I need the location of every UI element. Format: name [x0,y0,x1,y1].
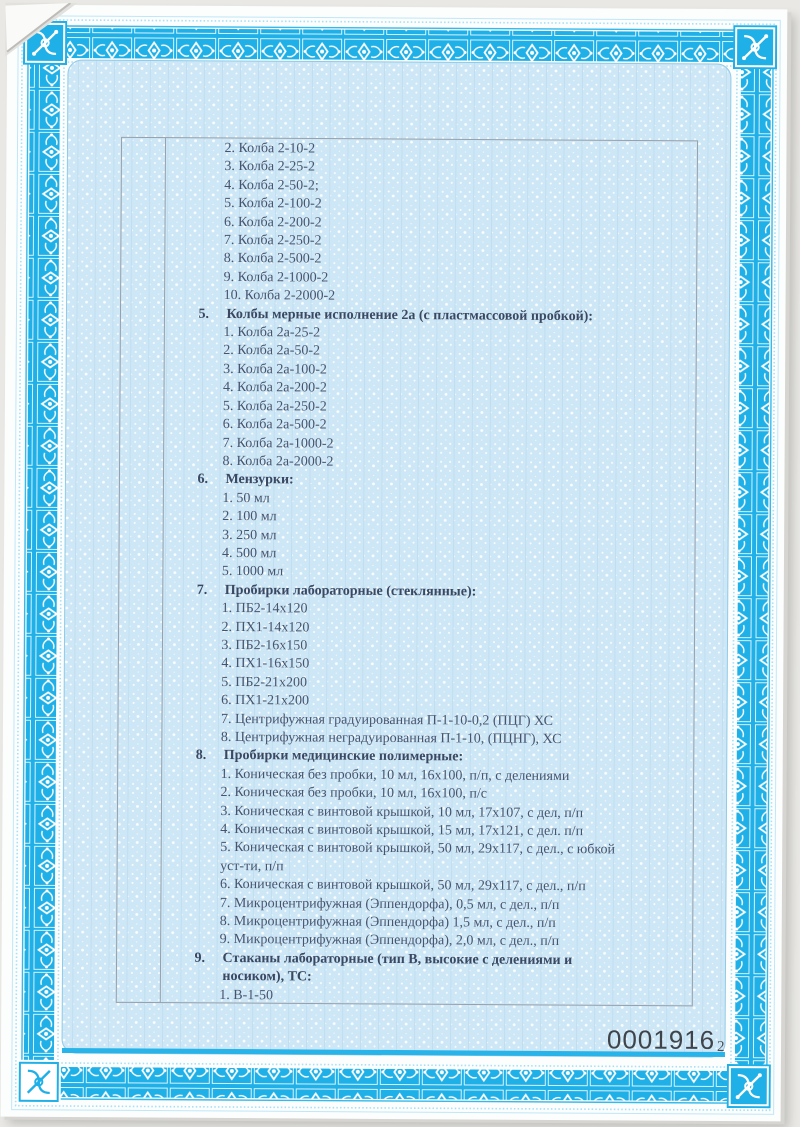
folded-corner-icon [5,3,105,84]
list-item: 2. ПХ1-14х120 [221,619,310,636]
list-item: 9. Микроцентрифужная (Эппендорфа), 2,0 мл, с дел., п/п [219,932,560,950]
list-item: 10. Колба 2-2000-2 [223,288,336,304]
list-item: 6. Колба 2-200-2 [223,214,322,231]
list-item: 9. Колба 2-1000-2 [223,269,329,286]
list-item: 4. Колба 2а-200-2 [222,380,327,396]
list-item: 1. В-1-50 [219,987,274,1003]
equipment-list [116,137,697,1006]
list-item: 7. Колба 2а-1000-2 [222,435,334,452]
list-item: 8. Колба 2а-2000-2 [222,453,334,470]
list-item: 3. Колба 2а-100-2 [223,361,328,378]
list-item: 4. Коническая с винтовой крышкой, 15 мл, 17х121, с дел. п/п [220,821,584,840]
list-item: 7. Центрифужная градуированная П-1-10-0,2 (ПЦГ) ХС [220,711,554,729]
list-item: 5. ПБ2-21х200 [221,674,308,691]
list-item: 3. 250 мл [222,527,277,543]
list-item: 4. 500 мл [221,545,277,562]
list-item: 4. Колба 2-50-2; [224,177,319,194]
list-item: 4. ПХ1-16х150 [221,656,310,672]
list-item: 2. Колба 2а-50-2 [223,343,321,360]
list-item: 6. ПХ1-21х200 [221,693,310,709]
section-heading [120,305,696,327]
section-heading [119,471,695,493]
section-heading [119,581,695,603]
list-item: 1. Коническая без пробки, 10 мл, 16х100, п/п, с делениями [220,766,570,784]
serial-number: 0001916 [606,1024,716,1055]
certificate-page [1,5,788,1122]
section-heading [116,949,692,989]
list-item: 5. Коническая с винтовой крышкой, 50 мл, 29х117, с дел., с юбкой уст-ти, п/п [220,840,616,875]
section-number: 9. [194,950,206,966]
section-title: Мензурки: [225,472,294,488]
list-sections [116,305,696,1008]
list-item: 6. Коническая с винтовой крышкой, 50 мл, 29х117, с дел., п/п [219,877,586,895]
section-title: Стаканы лабораторные (тип В, высокие с делениями и носиком), ТС: [222,950,573,985]
section-number: 6. [197,472,209,488]
list-item: 7. Колба 2-250-2 [223,232,322,249]
list-item: 1. 50 мл [222,490,270,506]
list-item: 8. Микроцентрифужная (Эппендорфа) 1,5 мл, с дел., п/п [219,914,556,932]
section-number: 5. [198,306,210,322]
list-item: 3. ПБ2-16х150 [221,637,308,654]
list-item: 5. 1000 мл [221,564,284,580]
list-item: 6. Колба 2а-500-2 [222,417,327,433]
section-title: Пробирки лабораторные (стеклянные): [224,582,477,600]
list-item: 2. Коническая без пробки, 10 мл, 16х100, п/с [220,785,487,802]
list-item: 2. Колба 2-10-2 [224,140,316,157]
section-number: 8. [195,748,207,764]
section-number: 7. [196,582,208,598]
corner-rosette-light [17,1060,61,1104]
section-title: Колбы мерные исполнение 2а (с пластмассовой пробкой): [226,306,594,324]
list-item: 1. Колба 2а-25-2 [223,325,321,341]
list-item: 7. Микроцентрифужная (Эппендорфа), 0,5 мл, с дел., п/п [219,895,560,913]
list-item: 8. Центрифужная неградуированная П-1-10, (ПЦНГ), ХС [220,729,562,748]
section-heading [118,747,694,769]
page-number: 2 [716,1038,725,1056]
list-item: 8. Колба 2-500-2 [223,251,322,267]
list-item: 5. Колба 2а-250-2 [222,398,327,415]
list-item: 5. Колба 2-100-2 [224,196,322,212]
list-item: 1. ПБ2-14х120 [221,601,308,617]
list-continuation [121,139,698,308]
list-item: 3. Коническая с винтовой крышкой, 10 мл, 17х107, с дел, п/п [220,803,584,821]
section-title: Пробирки медицинские полимерные: [223,748,464,765]
list-item: 3. Колба 2-25-2 [224,159,316,175]
list-item: 2. 100 мл [222,509,277,525]
